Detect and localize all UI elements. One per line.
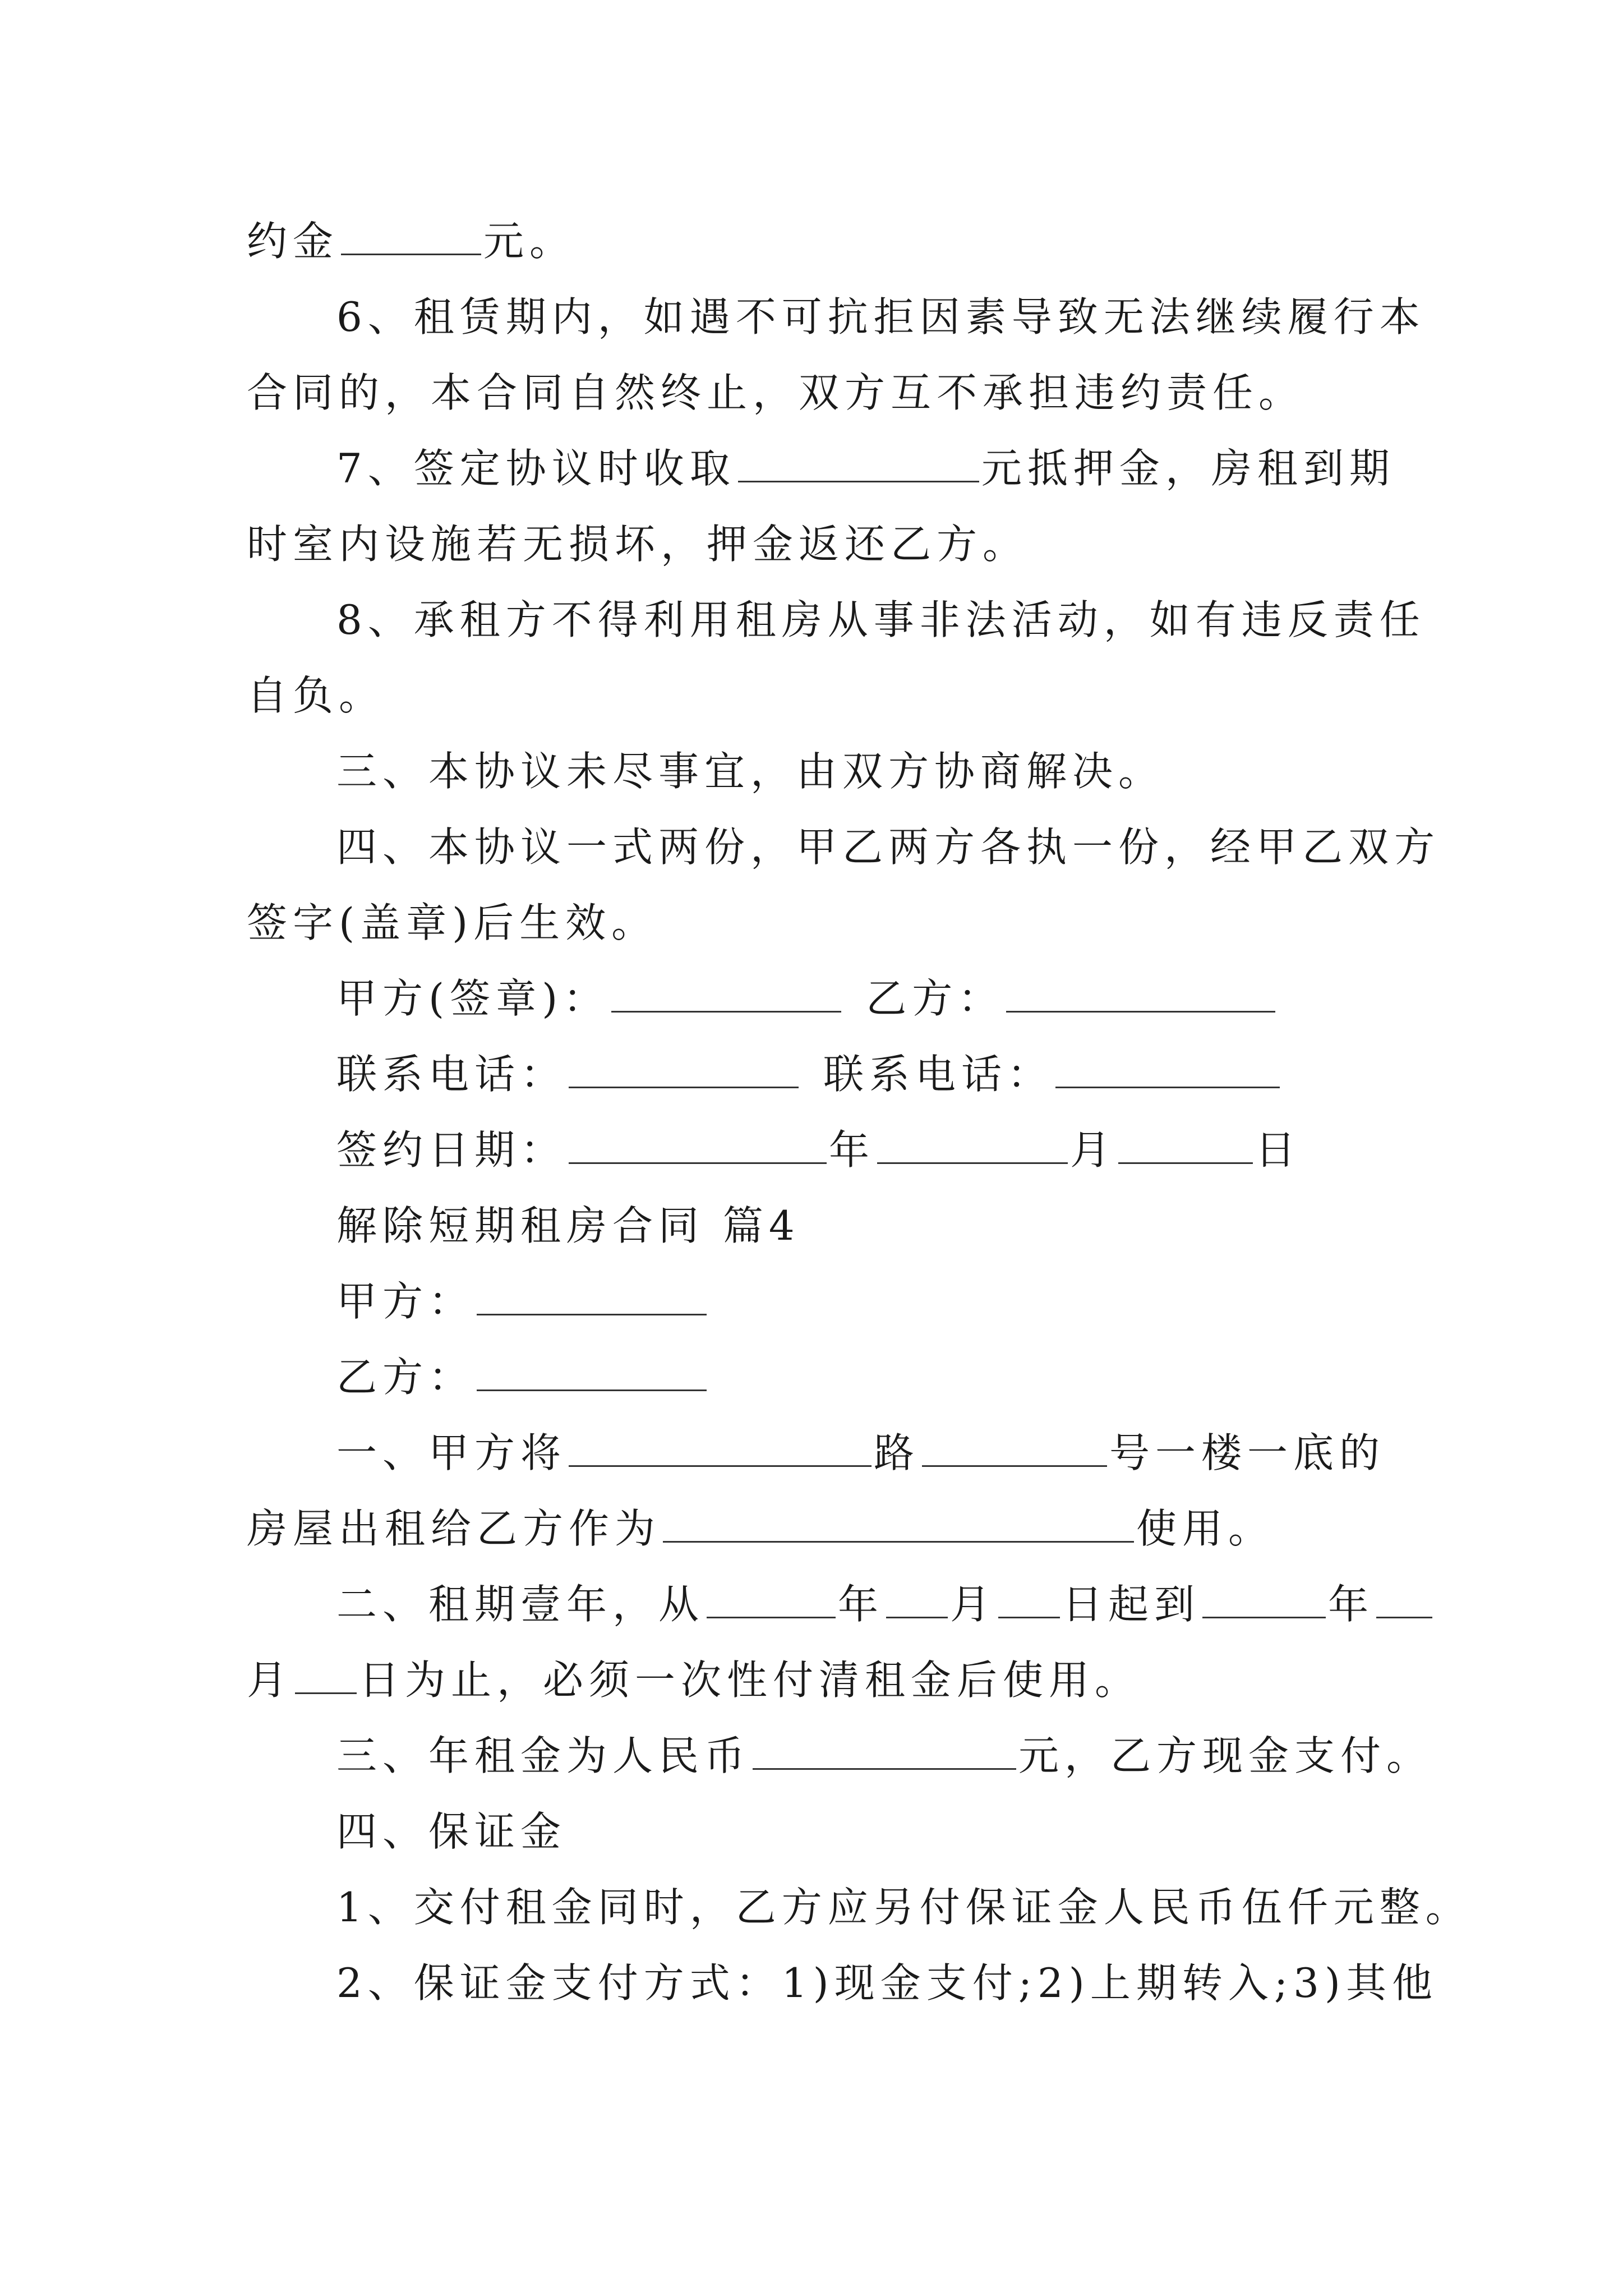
section-heading: [336, 1198, 800, 1254]
start-year-blank[interactable]: [707, 1582, 836, 1618]
article-4-heading: [336, 1803, 566, 1860]
day-blank[interactable]: [1118, 1128, 1253, 1164]
party-a-line: [336, 1273, 709, 1329]
text: 月: [1070, 1126, 1117, 1174]
party-a-name-blank[interactable]: [477, 1279, 707, 1315]
text: 签字(盖章)后生效。: [247, 899, 658, 946]
text: 二、租期壹年，从: [336, 1581, 705, 1628]
heading-text: 解除短期租房合同 篇4: [336, 1202, 800, 1249]
number-blank[interactable]: [922, 1430, 1107, 1467]
deposit-item-2: [336, 1955, 1438, 2011]
clause-7-line-2: [247, 516, 1029, 572]
section-4-line-1: [336, 819, 1440, 875]
party-a-phone-blank[interactable]: [569, 1052, 799, 1088]
year-blank[interactable]: [569, 1128, 827, 1164]
text: 四、保证金: [336, 1808, 567, 1855]
sign-date-line: [336, 1122, 1301, 1178]
end-month-blank[interactable]: [1376, 1582, 1432, 1618]
section-4-line-2: [247, 895, 657, 951]
text: 月: [950, 1581, 997, 1628]
text: 联系电话：: [336, 1051, 567, 1098]
text: 乙方：: [336, 1354, 475, 1401]
text: 签约日期：: [336, 1126, 567, 1174]
article-2-line-2: [247, 1652, 1141, 1708]
text: 7、签定协议时收取: [336, 445, 736, 492]
rent-amount-blank[interactable]: [753, 1733, 1016, 1770]
text: 6、租赁期内，如遇不可抗拒因素导致无法继续履行本: [336, 293, 1426, 341]
clause-6-line-2: [247, 365, 1304, 421]
text: 2、保证金支付方式：1)现金支付;2)上期转入;3)其他: [336, 1959, 1438, 2007]
party-a-signature-blank[interactable]: [611, 976, 841, 1013]
month-blank[interactable]: [877, 1128, 1068, 1164]
clause-6-line-1: [336, 289, 1426, 345]
text: 月: [247, 1657, 293, 1704]
usage-blank[interactable]: [663, 1506, 1134, 1543]
text: 合同的，本合同自然终止，双方互不承担违约责任。: [247, 369, 1305, 416]
text: 乙方：: [866, 975, 1004, 1022]
signature-line: [336, 970, 1278, 1027]
text: 元抵押金，房租到期: [981, 445, 1395, 492]
text: 路: [874, 1429, 920, 1476]
start-day-blank[interactable]: [998, 1582, 1060, 1618]
article-3: [336, 1728, 1432, 1784]
text: 8、承租方不得利用租房从事非法活动，如有违反责任: [336, 596, 1426, 643]
text: 房屋出租给乙方作为: [247, 1505, 661, 1552]
text: 使用。: [1136, 1505, 1275, 1552]
text: 三、本协议未尽事宜，由双方协商解决。: [336, 748, 1165, 795]
start-month-blank[interactable]: [886, 1582, 948, 1618]
text: 联系电话：: [823, 1051, 1054, 1098]
text: 号一楼一底的: [1109, 1429, 1386, 1476]
clause-8-line-1: [336, 592, 1426, 648]
text: 年: [838, 1581, 884, 1628]
text: 三、年租金为人民币: [336, 1732, 751, 1779]
text: 自负。: [247, 672, 385, 719]
text: 一、甲方将: [336, 1429, 567, 1476]
text: 1、交付租金同时，乙方应另付保证金人民币伍仟元整。: [336, 1884, 1472, 1931]
text: 甲方：: [336, 1278, 475, 1325]
article-2-line-1: [336, 1576, 1435, 1632]
text: 甲方(签章)：: [336, 975, 610, 1022]
phone-line: [336, 1046, 1282, 1102]
text: 年: [1328, 1581, 1375, 1628]
deposit-amount-blank[interactable]: [738, 446, 979, 482]
text: 时室内设施若无损坏，押金返还乙方。: [247, 521, 1029, 568]
clause-7-line-1: [336, 440, 1395, 496]
deposit-item-1: [336, 1879, 1472, 1935]
line-penalty-end: [247, 213, 575, 269]
article-1-line-2: [247, 1501, 1274, 1557]
end-day-blank[interactable]: [295, 1658, 357, 1694]
text: 年: [829, 1126, 875, 1174]
text: 约金: [247, 218, 339, 265]
road-blank[interactable]: [569, 1430, 872, 1467]
text: 元，乙方现金支付。: [1018, 1732, 1433, 1779]
text: 四、本协议一式两份，甲乙两方各执一份，经甲乙双方: [336, 823, 1441, 871]
text: 日: [1255, 1126, 1302, 1174]
party-b-name-blank[interactable]: [477, 1355, 707, 1391]
text: 日为止，必须一次性付清租金后使用。: [359, 1657, 1141, 1704]
party-b-signature-blank[interactable]: [1006, 976, 1275, 1013]
clause-8-line-2: [247, 668, 385, 724]
blank-field[interactable]: [341, 219, 481, 255]
party-b-phone-blank[interactable]: [1055, 1052, 1280, 1088]
section-3: [336, 743, 1164, 799]
text: 日起到: [1062, 1581, 1201, 1628]
end-year-blank[interactable]: [1202, 1582, 1326, 1618]
text: 元。: [483, 218, 576, 265]
article-1-line-1: [336, 1425, 1385, 1481]
party-b-line: [336, 1349, 709, 1405]
